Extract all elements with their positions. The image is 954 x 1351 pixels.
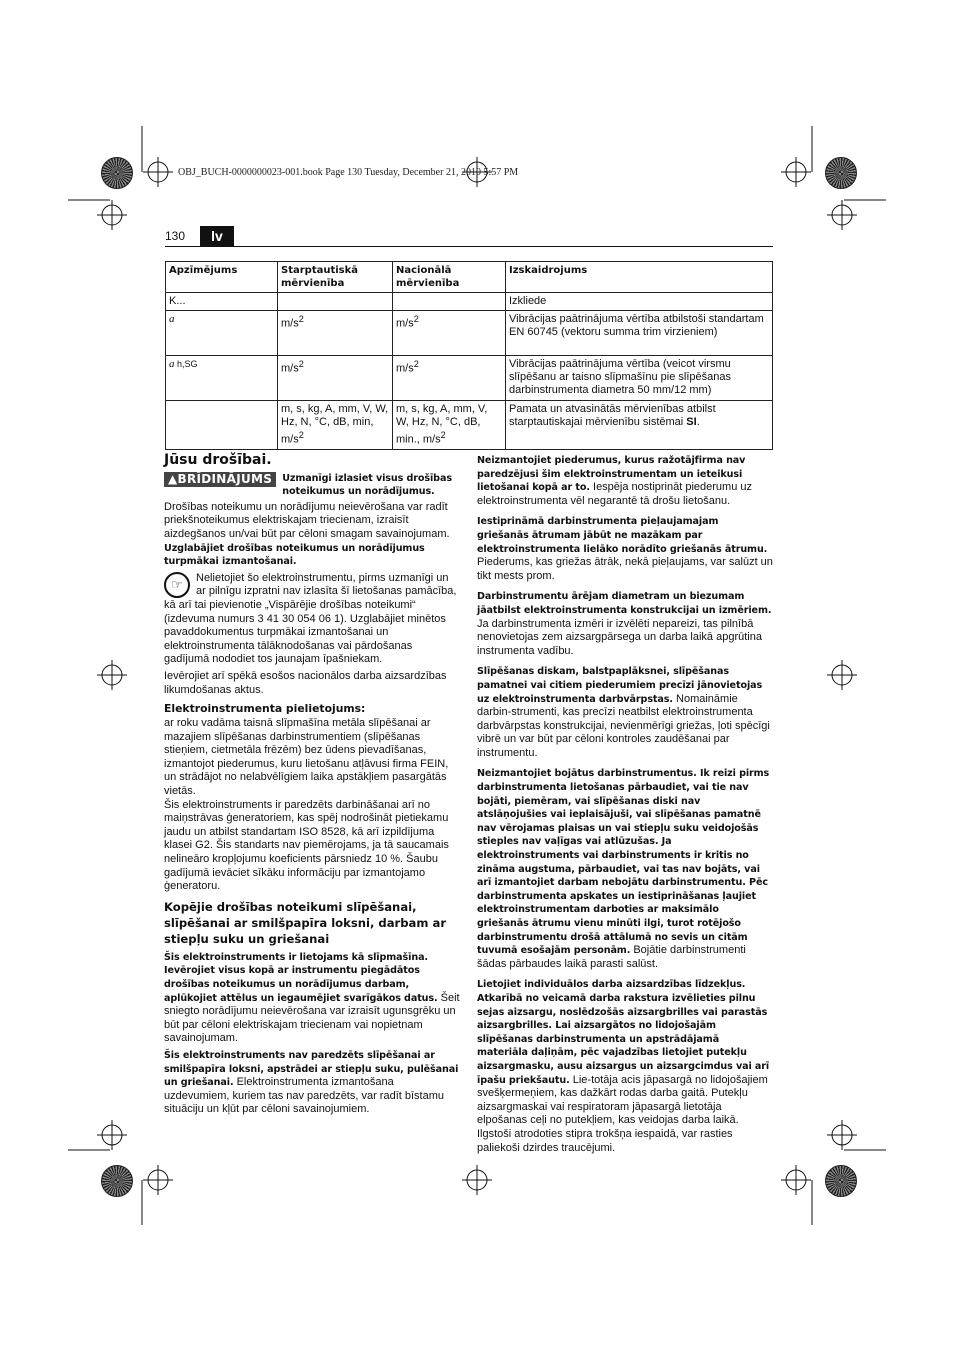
paragraph [477,978,773,1155]
paragraph [164,951,460,1046]
text-bold: Iestiprināmā darbinstrumenta pieļaujamajam griešanās ātrumam jābūt ne mazākam par elektroinstrumenta lielāko norādīto griešanās ātrumu. [477,516,768,555]
warning-block [164,472,460,499]
text-bold: Šis elektroinstruments nav paredzēts slīpēšanai ar smilšpapīra loksni, apstrādei ar stiepļu suku, pulēšanai un griešanai. [164,1049,459,1089]
text-bold: Neizmantojiet piederumus, kurus ražotājfirma nav paredzējusi šim elektroinstrumentam un ieteikusi lietošanai kopā ar to. [477,455,746,494]
cell-symbol: K... [166,293,278,311]
text: Nomaināmie darbin-strumenti, kas precīzi neatbilst elektroinstrumenta darbvārpstas konstrukcijai, nevienmērīgi griežas, ļoti spēcīgi vibrē un var būt par cēloni kontroles zaudēšanai par instrumentu. [477,692,770,759]
unit-sup: 2 [298,359,304,369]
text: Šeit sniegto norādījumu neievērošana var izraisīt ugunsgrēku un būt par cēloni elektriskajam triecienam vai nopietnam savainojumam. [164,991,460,1045]
units-table [165,261,773,450]
right-column [477,454,773,1158]
table-header-row [166,262,773,293]
warning-triangle-icon: ▲ [168,471,178,486]
warning-badge [164,472,276,488]
table-row [166,401,773,450]
unit-text: m/s [281,362,299,375]
cell-national [393,311,506,356]
unit-sup: 2 [298,314,304,324]
paragraph: Ievērojiet arī spēkā esošos nacionālos darba aizsardzības likumdošanas aktus. [164,669,447,696]
explain-text: Pamata un atvasinātās mērvienības atbilst starptautiskajai mērvienību sistēmai [509,403,716,428]
header-rule [165,246,773,247]
table-row [166,293,773,311]
text-bold: Lietojiet individuālos darba aizsardzības līdzekļus. Atkarībā no veicamā darba rakstura izvēlieties pilnu sejas aizsargu, noslēdzošās aizsargbrilles vai parastās aizsargbrilles. Lai aizsargātos no lidojošajām slīpēšanas darbinstrumenta un apstrādājamā materiāla daļiņām, pēc vajadzības lietojiet putekļu aizsargmasku, ausu aizsargus un aizsargcimdus vai arī īpašu priekšautu. [477,979,770,1086]
symbol-a: a [169,358,175,370]
cell-intl [278,401,393,450]
paragraph [164,501,460,569]
explain-end: . [696,416,700,428]
paragraph [477,767,773,971]
cell-symbol [166,311,278,356]
header-national-unit: Nacionālā mērvienība [393,262,506,293]
table-row [166,356,773,401]
section-title: Jūsu drošībai. [164,452,272,468]
cell-national [393,401,506,450]
unit-text: m/s [396,362,414,375]
text: Iespēja nostiprināt piederumu uz elektroinstrumenta vēl negarantē tā drošu lietošanu. [477,481,752,507]
unit-text: m/s [396,317,414,330]
text-bold: Slīpēšanas diskam, balstpaplāksnei, slīpēšanas pamatnei vai citiem piederumiem precīzi jānovietojas uz elektroinstrumenta darbvārpstas. [477,666,763,705]
cell-intl [278,311,393,356]
cell-explain: Vibrācijas paātrinājuma vērtība (veicot virsmu slīpēšanu ar taisno slīpmašīnu pie slīpēšanas darbinstrumenta diametra 50 mm/12 mm) [506,356,773,401]
paragraph: ar roku vadāma taisnā slīpmašīna metāla slīpēšanai ar mazajiem slīpēšanas darbinstrumentiem (slīpēšanas stieņiem, cietmetāla frēzēm) bez ūdens pievadīšanas, izmantojot piederumus, kuru lietošanu atļāvusi firma FEIN, un strādājot no nelabvēlīgiem laika apstākļiem pasargātās vietās. [164,717,449,798]
cell-symbol [166,356,278,401]
text-bold: Neizmantojiet bojātus darbinstrumentus. Ik reizi pirms darbinstrumenta lietošanas pārbaudiet, vai tie nav bojāti, piemēram, vai slīpēšanas diski nav atslāņojušies vai ieplaisājuši, vai slīpēšanas pamatnē nav vērojamas plaisas un vai stiepļu suku veidojošās stieples nav vaļīgas vai atlūzušas. Ja elektroinstruments vai darbinstruments ir kritis no zināma augstuma, pārbaudiet, vai tas nav bojāts, vai arī izmantojiet darbam nebojātu darbinstrumentu. Pēc darbinstrumenta apskates un iestiprināšanas ļaujiet elektroinstrumentam darboties ar maksimālo griešanās ātrumu vienu minūti ilgi, turot rotējošo darbinstrumentu drošā attālumā no sevis un citām tuvumā esošajām personām. [477,768,770,957]
paragraph: Šis elektroinstruments ir paredzēts darbināšanai arī no maiņstrāvas ģeneratoriem, kas spēj nodrošināt pietiekamu jaudu un atbilst standartam ISO 8528, kā arī izpildījuma klasei G2. Šis standarts nav piemērojams, ja tā saucamais nelineāro kropļojumu koeficients pārsniedz 10 %. Šaubu gadījumā ievāciet sīkāku informāciju par izmantojamo ģeneratoru. [164,798,449,893]
symbol-a: a [169,313,175,325]
cell-explain: Vibrācijas paātrinājuma vērtība atbilstoši standartam EN 60745 (vektoru summa trim virzieniem) [506,311,773,356]
unit-text: m, s, kg, A, mm, V, W, Hz, N, °C, dB, min., m/s [396,403,488,446]
paragraph [477,665,773,760]
text-bold: Šis elektroinstruments ir lietojams kā slīpmašīna. Ievērojiet visus kopā ar instrumentu piegādātos drošības noteikumus un norādījumus darbam, aplūkojiet attēlus un iegaumējiet svarīgākos datus. [164,951,438,1004]
table-row [166,311,773,356]
unit-sup: 2 [413,359,419,369]
unit-text: m, s, kg, A, mm, V, W, Hz, N, °C, dB, min, m/s [281,403,389,446]
unit-sup: 2 [298,430,304,440]
text: Drošības noteikumu un norādījumu neievērošana var radīt priekšnoteikumus elektriskajam triecienam, izraisīt aizdegšanos un/vai būt par cēloni smagam savainojumam. [164,500,450,540]
print-info-line: OBJ_BUCH-0000000023-001.book Page 130 Tuesday, December 21, 2010 5:57 PM [178,167,519,178]
paragraph-manual [164,572,460,667]
page-number: 130 [165,229,186,243]
text: Elektroinstrumenta izmantošana uzdevumiem, kuriem tas nav paredzēts, var radīt bīstamu situāciju un kļūt par cēloni savainojumiem. [164,1076,445,1116]
cell-national [393,293,506,311]
warning-label: BRĪDINĀJUMS [177,471,273,486]
text: Piederums, kas griežas ātrāk, nekā pieļaujams, var salūzt un tikt mests prom. [477,556,773,582]
cell-symbol [166,401,278,450]
unit-sup: 2 [413,314,419,324]
header-explanation: Izskaidrojums [506,262,773,293]
unit-text: m/s [281,317,299,330]
text: Bojātie darbinstrumenti šādas pārbaudes laikā parasti salūst. [477,944,746,970]
cell-explain [506,401,773,450]
paragraph [477,515,773,583]
cell-explain: Izkliede [506,293,773,311]
cell-national [393,356,506,401]
cell-intl [278,293,393,311]
safety-heading: Kopējie drošības noteikumi slīpēšanai, slīpēšanai ar smilšpapīra loksni, darbam ar stiepļu suku un griešanai [164,899,447,946]
paragraph [477,454,773,508]
explain-si: SI [686,416,697,428]
symbol-subscript: h,SG [174,359,198,369]
warning-text: Uzmanīgi izlasiet visus drošības noteikumus un norādījumus. [282,472,452,498]
usage-heading: Elektroinstrumenta pielietojums: [164,702,366,716]
text: Nelietojiet šo elektroinstrumentu, pirms uzmanīgi un ar pilnīgu izpratni nav izlasīta šī lietošanas pamācība, kā arī tai pievienotie „Vispārējie drošības noteikumi“ (izdevuma numurs 3 41 30 054 06 1). Uzglabājiet minētos pavaddokumentus turpmākai izmantošanai un elektroinstrumenta tālāknodošanas vai pārdošanas gadījumā nododiet tos jaunajam īpašniekam. [164,571,457,666]
paragraph [477,590,773,658]
header-symbol: Apzīmējums [166,262,278,293]
text: Ja darbinstrumenta izmēri ir izvēlēti nepareizi, tas pilnībā nenovietojas zem aizsargpārsega un darba laikā apgrūtina instrumenta vadību. [477,617,762,657]
paragraph [164,1049,460,1117]
left-column [164,454,460,1120]
text: Lie-totāja acis jāpasargā no lidojošajiem svešķermeņiem, kas dažkārt rodas darba gaitā. Putekļu aizsargmaskai vai respiratoram jāpasargā lietotāja elpošanas ceļi no putekļiem, kas veidojas darba laikā. Ilgstoši atrodoties stipra trokšņa iespaidā, var rasties paliekoši dzirdes traucējumi. [477,1073,768,1154]
read-manual-icon: ☞ [164,572,190,598]
header-intl-unit: Starptautiskā mērvienība [278,262,393,293]
text-bold: Darbinstrumentu ārējam diametram un biezumam jāatbilst elektroinstrumenta konstrukcijai un izmēriem. [477,591,772,616]
language-badge: lv [200,226,234,246]
unit-sup: 2 [440,430,446,440]
text-bold: Uzglabājiet drošības noteikumus un norādījumus turpmākai izmantošanai. [164,542,425,568]
cell-intl [278,356,393,401]
